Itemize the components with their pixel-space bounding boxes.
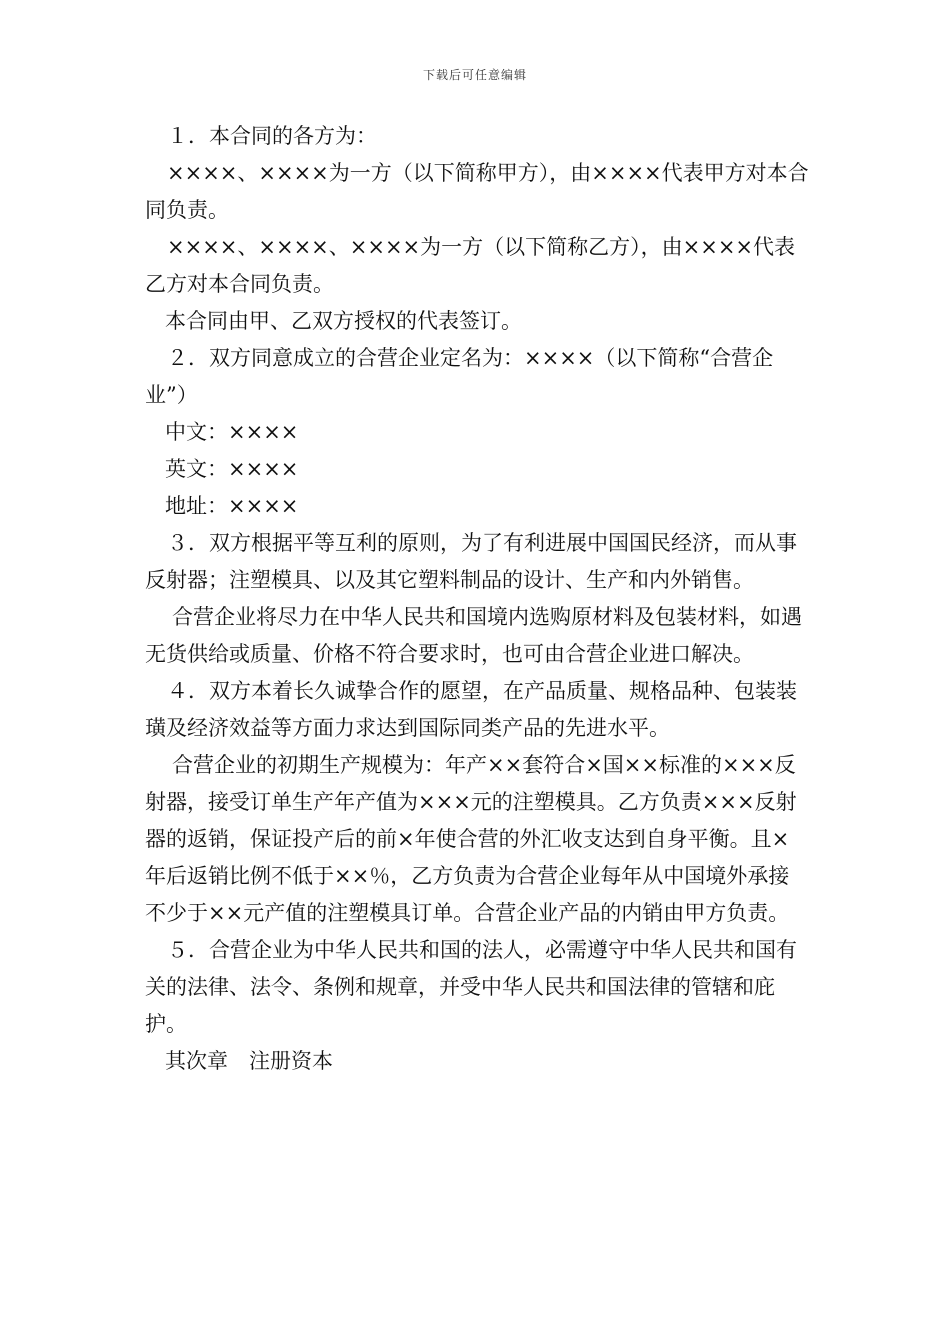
address-line: 地址：×××× (165, 494, 299, 518)
production-scale-paragraph: 合营企业的初期生产规模为：年产××套符合×国××标准的×××反射器，接受订单生产年产值为×××元的注塑模具。乙方负责×××反射器的返销，保证投产后的前×年使合营的外汇收支达到自身平衡。且×年后返销比例不低于××％，乙方负责为合营企业每年从中国境外承接不少于××元产值的注塑模具订单。合营企业产品的内销由甲方负责。 (145, 753, 797, 925)
english-name-line: 英文：×××× (165, 457, 299, 481)
page-header: 下载后可任意编辑 (422, 68, 527, 82)
clause-5-paragraph: ５．合营企业为中华人民共和国的法人，必需遵守中华人民共和国有关的法律、法令、条例和规章，并受中华人民共和国法律的管辖和庇护。 (145, 938, 797, 1036)
clause-3-paragraph: ３．双方根据平等互利的原则，为了有利进展中国国民经济，而从事反射器；注塑模具、以及其它塑料制品的设计、生产和内外销售。 (145, 531, 797, 592)
procurement-paragraph: 合营企业将尽力在中华人民共和国境内选购原材料及包装材料，如遇无货供给或质量、价格不符合要求时，也可由合营企业进口解决。 (145, 605, 802, 666)
party-b-paragraph: ××××、××××、××××为一方（以下简称乙方），由××××代表乙方对本合同负责。 (145, 235, 796, 296)
chapter-2-heading: 其次章 注册资本 (165, 1049, 333, 1073)
clause-4-paragraph: ４．双方本着长久诚挚合作的愿望，在产品质量、规格品种、包装装璜及经济效益等方面力求达到国际同类产品的先进水平。 (145, 679, 797, 740)
chinese-name-line: 中文：×××× (165, 420, 299, 444)
document-body (145, 118, 810, 1080)
party-a-paragraph: ××××、××××为一方（以下简称甲方），由××××代表甲方对本合同负责。 (145, 161, 809, 222)
clause-1-heading: １．本合同的各方为： (167, 124, 377, 148)
clause-2-paragraph: ２．双方同意成立的合营企业定名为：××××（以下简称“合营企业”） (145, 346, 774, 407)
signing-paragraph: 本合同由甲、乙双方授权的代表签订。 (165, 309, 522, 333)
